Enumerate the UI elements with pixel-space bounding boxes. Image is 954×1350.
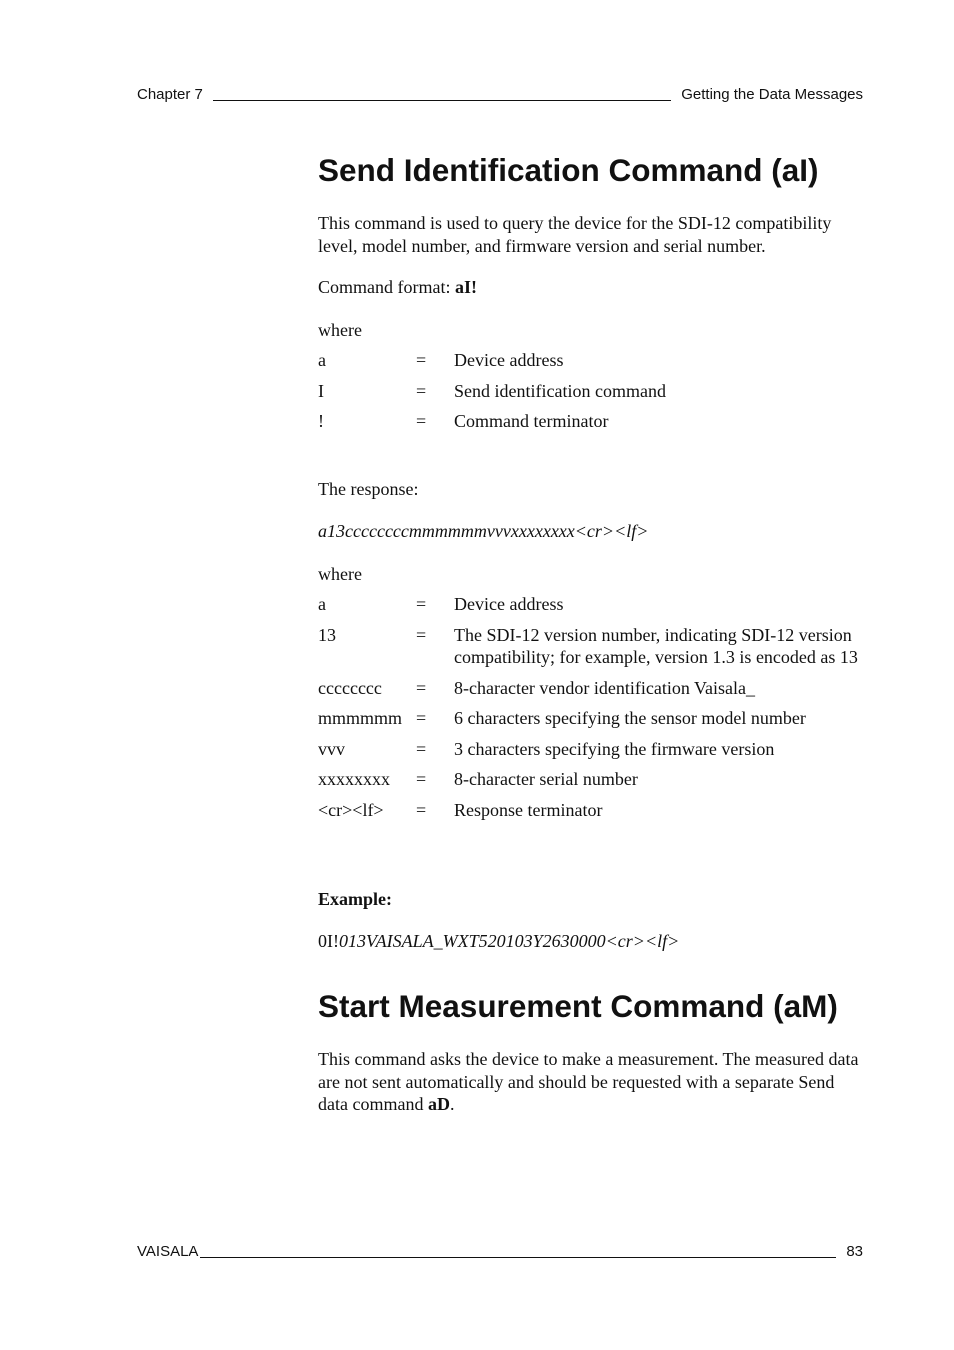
send-data-command: aD: [427, 1094, 450, 1114]
definition-equals: =: [416, 738, 427, 759]
definition-row: [318, 677, 863, 708]
page-number: 83: [846, 1243, 863, 1260]
response-format: a13ccccccccmmmmmmvvvxxxxxxxx<cr><lf>: [318, 521, 649, 541]
definition-description: Response terminator: [454, 799, 603, 820]
definition-row: [318, 380, 863, 411]
definition-row: [318, 707, 863, 738]
header-section: Getting the Data Messages: [681, 86, 863, 103]
where-label-1: where: [318, 320, 362, 340]
definition-term: <cr><lf>: [318, 799, 384, 820]
definition-row: [318, 768, 863, 799]
definition-term: a: [318, 594, 326, 614]
definition-description: Device address: [454, 594, 564, 614]
section-title-measurement: Start Measurement Command (aM): [318, 988, 838, 1024]
footer-rule: [200, 1256, 836, 1258]
command-format-line: [318, 276, 863, 299]
section-title-identification: Send Identification Command (aI): [318, 152, 819, 188]
definition-description: 8-character vendor identification Vaisala_: [454, 677, 756, 698]
definition-description: 8-character serial number: [454, 769, 638, 789]
definition-term: cccccccc: [318, 677, 382, 698]
command-format-label: Command format:: [318, 277, 455, 297]
identification-intro: This command is used to query the device for the SDI-12 compatibility level, model number, and firmware version and serial number.: [318, 213, 832, 256]
definition-description: Command terminator: [454, 411, 609, 431]
example-label: Example:: [318, 889, 392, 909]
definition-row: [318, 410, 863, 441]
response-label: The response:: [318, 479, 419, 499]
definition-row: [318, 593, 863, 624]
where-label-2: where: [318, 564, 362, 584]
definition-description: 3 characters specifying the firmware version: [454, 738, 775, 759]
definition-term: a: [318, 350, 326, 370]
definition-term: vvv: [318, 738, 345, 759]
definition-term: xxxxxxxx: [318, 769, 390, 789]
page-header: [137, 86, 863, 104]
definition-equals: =: [416, 624, 427, 645]
command-format-value: aI!: [454, 277, 477, 297]
definition-term: !: [318, 411, 324, 431]
example-command: 0I!: [318, 931, 339, 951]
measurement-intro-end: .: [449, 1094, 455, 1114]
definition-equals: =: [416, 380, 427, 401]
definition-row: [318, 738, 863, 769]
definition-row: [318, 799, 863, 830]
definition-equals: =: [416, 594, 427, 614]
definition-row: [318, 624, 863, 677]
definition-description: The SDI-12 version number, indicating SDI-12 version compatibility; for example, version 1.3 is encoded as 13: [454, 624, 858, 667]
definition-description: Device address: [454, 350, 564, 370]
definition-equals: =: [416, 350, 427, 370]
definition-row: [318, 349, 863, 380]
definition-equals: =: [416, 677, 427, 698]
definition-description: 6 characters specifying the sensor model number: [454, 708, 806, 728]
command-definitions: [318, 349, 863, 441]
header-chapter: Chapter 7: [137, 86, 203, 103]
response-definitions: [318, 593, 863, 829]
definition-term: mmmmmm: [318, 708, 403, 728]
measurement-intro: [318, 1048, 863, 1116]
example-line: [318, 930, 863, 953]
definition-term: 13: [318, 624, 336, 645]
definition-equals: =: [416, 799, 427, 820]
footer-brand: VAISALA: [137, 1243, 199, 1260]
definition-description: Send identification command: [454, 380, 666, 401]
measurement-intro-text: This command asks the device to make a measurement. The measured data are not sent automatically and should be requested with a separate Send data command: [318, 1049, 859, 1114]
page-footer: [137, 1243, 863, 1261]
definition-equals: =: [416, 769, 427, 789]
header-rule: [213, 99, 671, 101]
definition-term: I: [318, 380, 324, 401]
definition-equals: =: [416, 411, 427, 431]
definition-equals: =: [416, 708, 427, 728]
example-response: 013VAISALA_WXT520103Y2630000<cr><lf>: [339, 931, 680, 951]
